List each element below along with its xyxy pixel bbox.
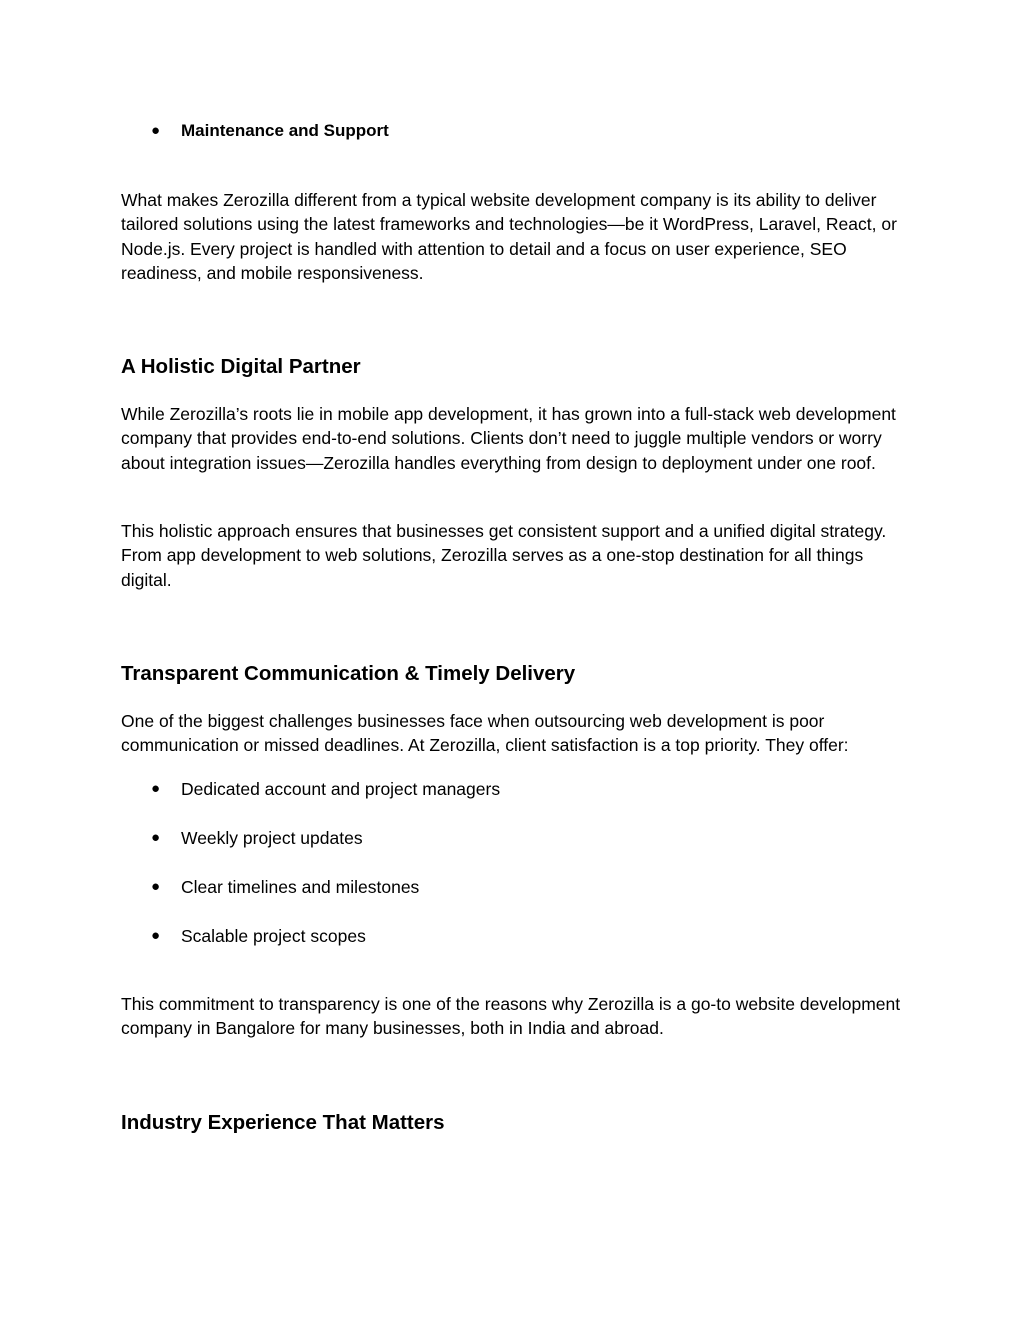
paragraph-text: What makes Zerozilla different from a typical website development company is its ability to deliver tailored solutions using the latest frameworks and technologies—be it WordPress, Laravel, React, or Node.js. Every project is handled with attention to detail and a focus on user experience, SEO readiness, and mobile responsiveness.	[121, 190, 897, 284]
list-item-text: Maintenance and Support	[181, 121, 389, 140]
list-item-text: Scalable project scopes	[181, 926, 366, 946]
paragraph-transparent-1	[121, 709, 911, 758]
bullet-list-offers	[121, 777, 911, 957]
paragraph-holistic-1	[121, 402, 911, 475]
bullet-icon: ●	[151, 927, 161, 944]
section-heading-transparent	[121, 661, 911, 687]
list-item-text: Clear timelines and milestones	[181, 877, 420, 897]
paragraph-text: While Zerozilla’s roots lie in mobile app development, it has grown into a full-stack web development company that provides end-to-end solutions. Clients don’t need to juggle multiple vendors or worry about integration issues—Zerozilla handles everything from design to deployment under one roof.	[121, 404, 896, 473]
paragraph-intro	[121, 188, 911, 286]
bullet-icon: ●	[151, 829, 161, 846]
paragraph-text: This holistic approach ensures that businesses get consistent support and a unified digital strategy. From app development to web solutions, Zerozilla serves as a one-stop destination for all things digital.	[121, 521, 887, 590]
paragraph-text: One of the biggest challenges businesses face when outsourcing web development is poor communication or missed deadlines. At Zerozilla, client satisfaction is a top priority. They offer:	[121, 711, 849, 756]
bullet-list-services	[121, 119, 911, 145]
list-item-text: Dedicated account and project managers	[181, 779, 501, 799]
bullet-icon: ●	[151, 780, 161, 797]
bullet-icon: ●	[151, 878, 161, 895]
heading-text: A Holistic Digital Partner	[121, 355, 361, 378]
paragraph-holistic-2	[121, 519, 911, 592]
list-item-text: Weekly project updates	[181, 828, 363, 848]
paragraph-text: This commitment to transparency is one of the reasons why Zerozilla is a go-to website development company in Bangalore for many businesses, both in India and abroad.	[121, 994, 901, 1039]
bullet-icon: ●	[151, 122, 161, 139]
heading-text: Industry Experience That Matters	[121, 1111, 445, 1134]
paragraph-transparent-2	[121, 992, 911, 1041]
section-heading-holistic	[121, 354, 911, 380]
section-heading-industry	[121, 1110, 911, 1136]
heading-text: Transparent Communication & Timely Delivery	[121, 662, 576, 685]
